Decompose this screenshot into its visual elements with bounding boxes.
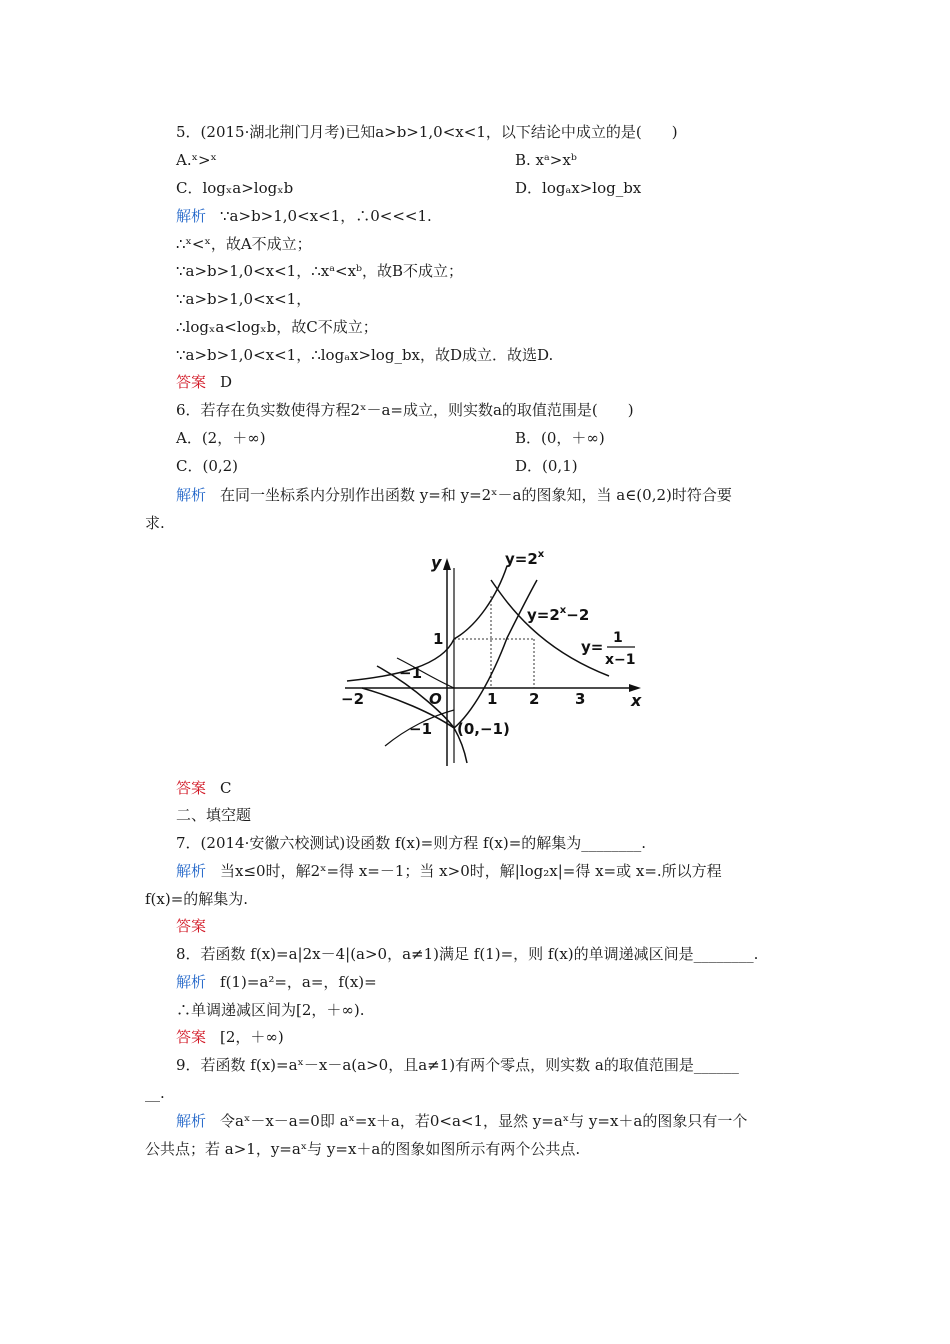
label-y-frac-den: x−1	[605, 652, 636, 668]
q9-stem-continued: __.	[145, 1084, 165, 1102]
curve-y-2x	[347, 566, 507, 681]
answer-value: [2，＋∞)	[220, 1028, 284, 1046]
q5-solution-4: ∵a>b>1,0<x<1，	[176, 290, 312, 308]
q9-solution-2: 公共点；若 a>1，y=aˣ与 y=x＋a的图象如图所示有两个公共点.	[145, 1140, 581, 1158]
y-axis-arrow	[443, 558, 451, 570]
q5-solution-6: ∵a>b>1,0<x<1，∴logₐx>log_bx，故D成立．故选D.	[176, 346, 554, 364]
answer-label: 答案	[176, 779, 207, 797]
q8-solution-2: ∴单调递减区间为[2，＋∞).	[176, 1001, 365, 1019]
q5-solution-line	[176, 203, 816, 229]
solution-text: 当x≤0时，解2ˣ=得 x=－1；当 x>0时，解|log₂x|=得 x=或 x=.所以方程	[220, 862, 722, 880]
solution-label: 解析	[176, 486, 207, 504]
origin-label: O	[429, 690, 442, 708]
label-y-2x	[505, 549, 545, 568]
q9-solution-line	[176, 1108, 816, 1134]
q5-option-d: D．logₐx>log_bx	[515, 179, 642, 197]
label-y-2x-exp: x	[537, 549, 545, 560]
q6-option-b: B．(0，＋∞)	[515, 429, 605, 447]
q7-solution-2: f(x)=的解集为.	[145, 890, 249, 908]
tick-3: 3	[575, 690, 586, 708]
q6-solution-line	[176, 482, 816, 508]
q5-solution-3: ∵a>b>1,0<x<1，∴xᵃ<xᵇ，故B不成立；	[176, 262, 464, 280]
q8-stem: 8．若函数 f(x)=a|2x－4|(a>0，a≠1)满足 f(1)=，则 f(x)的单调递减区间是________.	[176, 945, 759, 963]
label-y-frac-num: 1	[613, 630, 623, 646]
solution-label: 解析	[176, 1112, 207, 1130]
solution-label: 解析	[176, 973, 207, 991]
tick-y1: 1	[433, 630, 444, 648]
q9-stem: 9．若函数 f(x)=aˣ－x－a(a>0，且a≠1)有两个零点，则实数 a的取值范围是______	[176, 1056, 739, 1074]
q8-solution-line	[176, 969, 816, 995]
q6-option-d: D．(0,1)	[515, 457, 578, 475]
solution-text: ∵a>b>1,0<x<1，∴0<<<1.	[220, 207, 432, 225]
q5-stem: 5．(2015·湖北荆门月考)已知a>b>1,0<x<1，以下结论中成立的是( )	[176, 123, 678, 141]
q6-options-ab	[176, 425, 816, 451]
q5-answer-line	[176, 369, 816, 395]
solution-label: 解析	[176, 207, 207, 225]
curve-y-1-over-x-minus-1-right	[491, 580, 609, 676]
y-axis-label: y	[431, 553, 442, 572]
point-0-neg1-label: (0,−1)	[457, 720, 510, 738]
q6-options-cd	[176, 453, 816, 479]
answer-value: C	[220, 779, 232, 797]
x-axis-label: x	[631, 691, 642, 710]
label-y-2x-minus-2-base: y=2	[527, 606, 560, 624]
answer-label: 答案	[176, 373, 207, 391]
q6-solution-2: 求.	[145, 514, 165, 532]
q5-solution-2: ∴ˣ<ˣ，故A不成立；	[176, 235, 312, 253]
tick-2: 2	[529, 690, 540, 708]
q8-answer-line	[176, 1024, 816, 1050]
label-y-2x-minus-2-exp: x	[559, 605, 567, 616]
q5-options-ab	[176, 147, 816, 173]
q7-answer-line	[176, 913, 816, 939]
q5-option-b: B. xᵃ>xᵇ	[515, 151, 577, 169]
tick-neg1-x: −1	[399, 664, 423, 682]
q5-option-c: C．logₓa>logₓb	[176, 179, 294, 197]
label-y-2x-base: y=2	[505, 550, 538, 568]
q6-option-a: A．(2，＋∞)	[176, 429, 266, 447]
section-heading-fill-blank: 二、填空题	[176, 806, 252, 824]
function-graph-figure	[337, 548, 647, 768]
solution-label: 解析	[176, 862, 207, 880]
label-y-frac-lhs: y=	[581, 638, 604, 656]
q5-solution-5: ∴logₓa<logₓb，故C不成立；	[176, 318, 378, 336]
tick-1: 1	[487, 690, 498, 708]
answer-value: D	[220, 373, 233, 391]
tick-neg2: −2	[341, 690, 365, 708]
q7-solution-line	[176, 858, 816, 884]
answer-label: 答案	[176, 917, 207, 935]
tick-yneg1: −1	[409, 720, 433, 738]
label-y-2x-minus-2-tail: −2	[566, 606, 590, 624]
q5-option-a: A.ˣ>ˣ	[176, 151, 217, 169]
solution-text: 令aˣ－x－a=0即 aˣ=x＋a，若0<a<1，显然 y=aˣ与 y=x＋a的图象只有一个	[220, 1112, 748, 1130]
label-y-2x-minus-2	[527, 605, 589, 624]
answer-label: 答案	[176, 1028, 207, 1046]
q6-answer-line	[176, 775, 816, 801]
q7-stem: 7．(2014·安徽六校测试)设函数 f(x)=则方程 f(x)=的解集为________.	[176, 834, 647, 852]
q5-options-cd	[176, 175, 816, 201]
q6-stem: 6．若存在负实数使得方程2ˣ－a=成立，则实数a的取值范围是( )	[176, 401, 634, 419]
q6-option-c: C．(0,2)	[176, 457, 239, 475]
solution-text: f(1)=a²=，a=，f(x)=	[220, 973, 377, 991]
solution-text: 在同一坐标系内分别作出函数 y=和 y=2ˣ－a的图象知，当 a∈(0,2)时符合要	[220, 486, 732, 504]
curve-y-2x-minus-2	[377, 580, 540, 728]
